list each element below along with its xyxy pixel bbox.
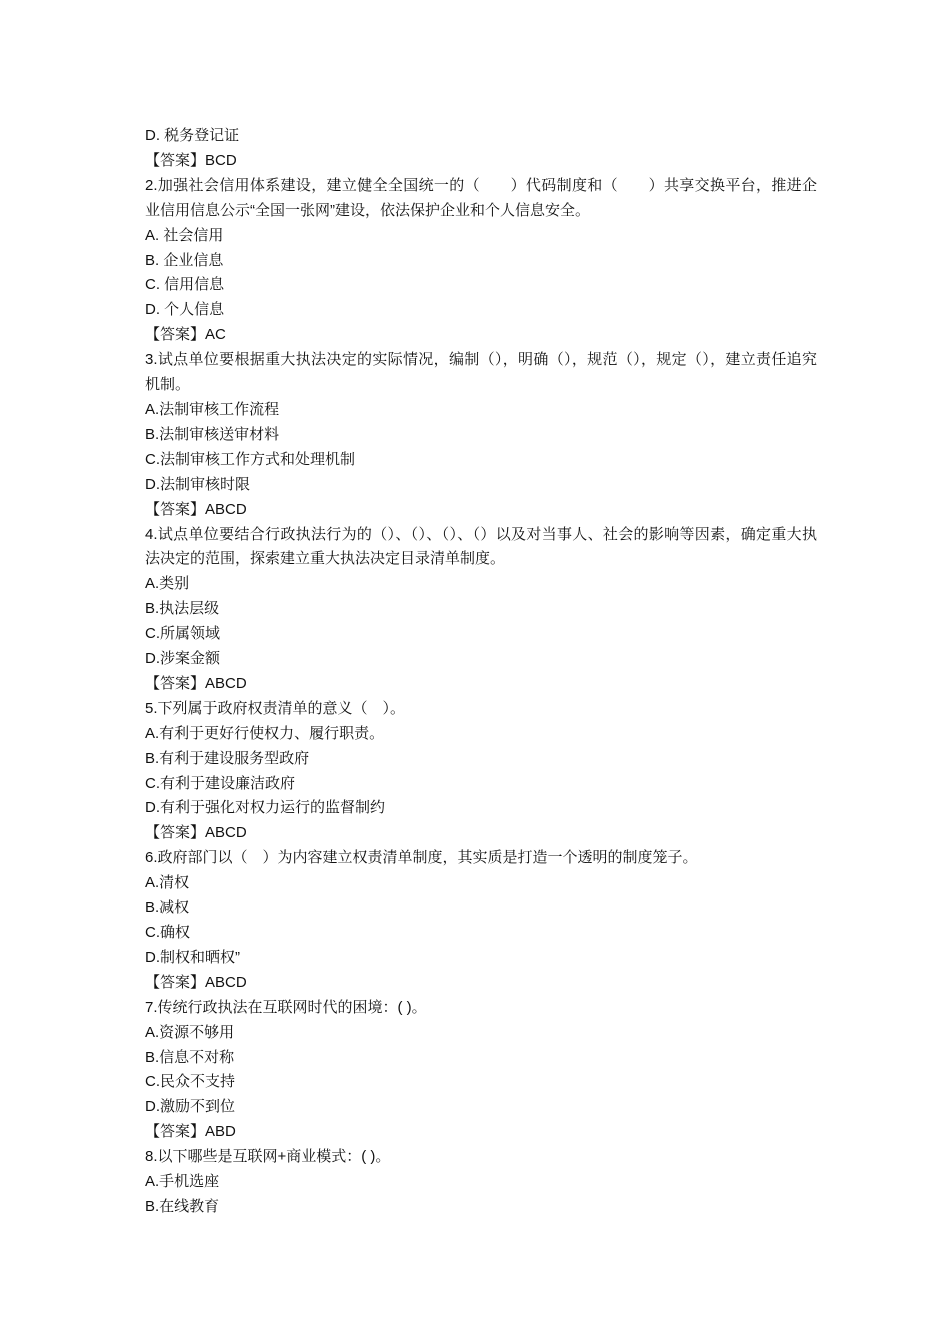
question-line: 5.下列属于政府权责清单的意义（ ）。 [145, 699, 406, 717]
question-line: 7.传统行政执法在互联网时代的困境：( )。 [145, 998, 427, 1016]
answer-line: 【答案】ABD [145, 1123, 236, 1141]
option-line: A.类别 [145, 575, 190, 593]
option-line: A.手机选座 [145, 1173, 220, 1191]
option-line: C.民众不支持 [145, 1073, 236, 1091]
option-line: A.有利于更好行使权力、履行职责。 [145, 724, 385, 742]
option-line: C.所属领域 [145, 625, 221, 643]
answer-line: 【答案】ABCD [145, 674, 247, 692]
option-line: D. 个人信息 [145, 301, 225, 319]
option-line: D.有利于强化对权力运行的监督制约 [145, 799, 386, 817]
question-line: 3.试点单位要根据重大执法决定的实际情况，编制（），明确（），规范（），规定（），建立责任追究机制。 [145, 351, 817, 394]
question-line: 4.试点单位要结合行政执法行为的（）、（）、（）、（）以及对当事人、社会的影响等因素，确定重大执法决定的范围，探索建立重大执法决定目录清单制度。 [145, 525, 817, 568]
option-line: A.法制审核工作流程 [145, 400, 280, 418]
option-line: A.资源不够用 [145, 1023, 235, 1041]
option-line: D.涉案金额 [145, 650, 221, 668]
option-line: D.激励不到位 [145, 1098, 236, 1116]
option-line: D. 税务登记证 [145, 127, 240, 144]
option-line: B.减权 [145, 899, 190, 917]
option-line: D.制权和晒权” [145, 948, 240, 966]
question-line: 2.加强社会信用体系建设，建立健全全国统一的（ ）代码制度和（ ）共享交换平台，推进企业信用信息公示“全国一张网”建设，依法保护企业和个人信息安全。 [145, 176, 817, 219]
answer-line: 【答案】ABCD [145, 973, 247, 991]
option-line: A.清权 [145, 874, 190, 892]
answer-line: 【答案】ABCD [145, 500, 247, 518]
option-line: B.信息不对称 [145, 1048, 235, 1066]
option-line: B.有利于建设服务型政府 [145, 749, 310, 767]
option-line: B.执法层级 [145, 600, 220, 618]
option-line: B.在线教育 [145, 1197, 220, 1215]
option-line: B.法制审核送审材料 [145, 425, 280, 443]
question-line: 8.以下哪些是互联网+商业模式：( )。 [145, 1148, 391, 1166]
option-line: C.有利于建设廉洁政府 [145, 774, 296, 792]
option-line: C. 信用信息 [145, 276, 225, 294]
answer-line: 【答案】AC [145, 326, 226, 344]
option-line: D.法制审核时限 [145, 475, 251, 493]
option-line: C.法制审核工作方式和处理机制 [145, 450, 356, 468]
answer-line: 【答案】BCD [145, 151, 237, 169]
option-line: B. 企业信息 [145, 251, 224, 269]
document-page [145, 124, 817, 1220]
question-line: 6.政府部门以（ ）为内容建立权责清单制度，其实质是打造一个透明的制度笼子。 [145, 849, 698, 867]
option-line: C.确权 [145, 924, 191, 941]
answer-line: 【答案】ABCD [145, 824, 247, 842]
option-line: A. 社会信用 [145, 226, 224, 244]
